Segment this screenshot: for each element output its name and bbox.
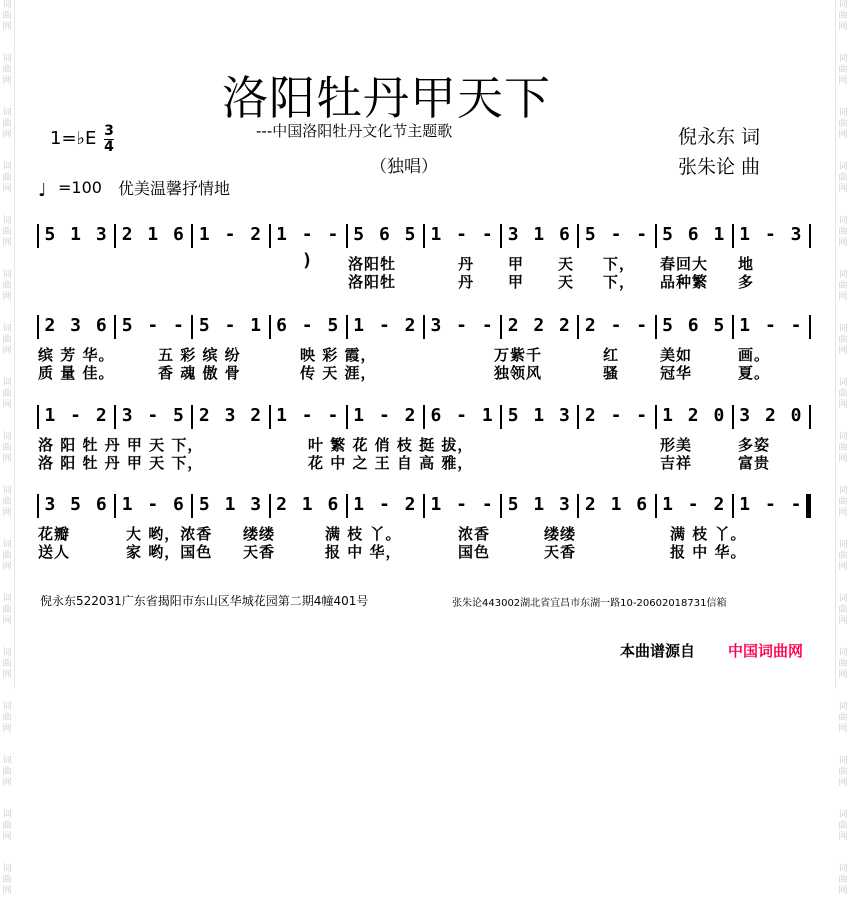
- lyric-syllable: 红: [603, 346, 620, 364]
- lyric-syllable: 多: [738, 273, 755, 291]
- watermark-text: 词 曲 网: [838, 864, 848, 896]
- lyric-syllable: 品种繁: [660, 273, 709, 291]
- lyric-syllable: 天香: [544, 543, 577, 561]
- time-signature-bottom: 4: [104, 139, 114, 155]
- lyric-syllable: 夏。: [738, 364, 771, 382]
- time-signature: [104, 124, 114, 155]
- lyric-syllable: 洛阳牡: [348, 273, 397, 291]
- measure: 6 - 5: [276, 315, 341, 336]
- watermark-text: 词 曲 网: [838, 54, 848, 86]
- lyric-syllable: 缕缕: [544, 525, 577, 543]
- measure: 1 2 0: [662, 405, 727, 426]
- measure: 1 - 2: [198, 224, 264, 245]
- lyric-syllable: 浓香: [458, 525, 491, 543]
- watermark-text: 词 曲 网: [838, 540, 848, 572]
- measure: 3 5 6: [44, 494, 109, 515]
- measure: 3 1 6: [507, 224, 572, 245]
- watermark-text: 词 曲 网: [2, 864, 12, 896]
- lyric-syllable: 洛 阳 牡 丹 甲 天 下，: [38, 436, 204, 454]
- lyric-syllable: 花 中 之 王 自 高 雅，: [308, 454, 474, 472]
- lyric-syllable: 映 彩 霞，: [300, 346, 377, 364]
- lyric-syllable: 五 彩 缤 纷: [158, 346, 241, 364]
- watermark-text: 词 曲 网: [838, 378, 848, 410]
- lyric-syllable: 洛 阳 牡 丹 甲 天 下，: [38, 454, 204, 472]
- watermark-text: 词 曲 网: [2, 486, 12, 518]
- lyric-syllable: 家 哟，国色: [126, 543, 213, 561]
- song-subtitle: ---中国洛阳牡丹文化节主题歌: [256, 122, 453, 140]
- measure: 5 - -: [121, 315, 186, 336]
- watermark-text: 词 曲 网: [838, 216, 848, 248]
- expression-marking: 优美温馨抒情地: [118, 179, 231, 198]
- lyricist-credit: 倪永东 词: [678, 126, 761, 148]
- lyric-syllable: 春回大: [660, 255, 709, 273]
- measure: 1 - 2: [662, 494, 727, 515]
- lyric-syllable: 质 量 佳。: [38, 364, 115, 382]
- lyric-syllable: 天: [558, 273, 575, 291]
- measure: 5 6 5: [662, 315, 727, 336]
- measure: 3 - -: [430, 315, 495, 336]
- measure: 1 - -: [739, 494, 804, 515]
- lyric-syllable: 大 哟，浓香: [126, 525, 213, 543]
- measure: 6 - 1: [430, 405, 495, 426]
- measure: 1 - - ): [276, 224, 341, 271]
- measure: 1 - -: [739, 315, 804, 336]
- measure: 2 3 6: [44, 315, 109, 336]
- watermark-text: 词 曲 网: [2, 432, 12, 464]
- lyric-syllable: 独领风: [494, 364, 543, 382]
- lyric-syllable: 缤 芳 华。: [38, 346, 115, 364]
- lyric-syllable: 画。: [738, 346, 771, 364]
- watermark-text: 词 曲 网: [838, 486, 848, 518]
- measure: 5 1 3: [198, 494, 264, 515]
- lyric-syllable: 天: [558, 255, 575, 273]
- measure: 2 1 6: [121, 224, 186, 245]
- measure: 5 6 5: [353, 224, 418, 245]
- measure: 1 - -: [430, 494, 495, 515]
- measure: 2 - -: [584, 405, 650, 426]
- lyric-syllable: 传 天 涯，: [300, 364, 377, 382]
- score-system: [38, 492, 810, 518]
- lyric-syllable: 洛阳牡: [348, 255, 397, 273]
- measure: 1 - -: [276, 405, 341, 426]
- watermark-text: 词 曲 网: [2, 270, 12, 302]
- lyric-syllable: 报 中 华。: [670, 543, 747, 561]
- lyric-syllable: 国色: [458, 543, 491, 561]
- lyric-syllable: 富贵: [738, 454, 771, 472]
- lyric-syllable: 美如: [660, 346, 693, 364]
- measure: 5 6 1: [662, 224, 727, 245]
- measure: 3 2 0: [739, 405, 804, 426]
- watermark-text: 词 曲 网: [2, 702, 12, 734]
- watermark-text: 词 曲 网: [2, 540, 12, 572]
- watermark-text: 词 曲 网: [2, 594, 12, 626]
- lyric-syllable: 天香: [243, 543, 276, 561]
- watermark-text: 词 曲 网: [838, 648, 848, 680]
- measure: 1 - 2: [353, 315, 418, 336]
- lyricist-address: 倪永东522031广东省揭阳市东山区华城花园第二期4幢401号: [40, 594, 369, 608]
- lyric-syllable: 多姿: [738, 436, 771, 454]
- lyric-syllable: 形美: [660, 436, 693, 454]
- measure: 5 - -: [584, 224, 650, 245]
- watermark-text: 词 曲 网: [2, 162, 12, 194]
- watermark-text: 词 曲 网: [2, 324, 12, 356]
- watermark-text: 词 曲 网: [838, 432, 848, 464]
- lyric-syllable: 报 中 华，: [325, 543, 402, 561]
- composer-address: 张朱论443002湖北省宜昌市东湖一路10-20602018731信箱: [452, 598, 727, 609]
- watermark-text: 词 曲 网: [838, 162, 848, 194]
- watermark-text: 词 曲 网: [838, 270, 848, 302]
- measure: 5 1 3: [507, 494, 572, 515]
- lyric-syllable: 缕缕: [243, 525, 276, 543]
- measure: 1 - 2: [44, 405, 109, 426]
- lyric-syllable: 香 魂 傲 骨: [158, 364, 241, 382]
- score-system: [38, 403, 810, 429]
- song-title: 洛阳牡丹甲天下: [222, 71, 551, 125]
- time-signature-top: 3: [104, 123, 114, 139]
- composer-credit: 张朱论 曲: [678, 156, 761, 178]
- watermark-text: 词 曲 网: [838, 702, 848, 734]
- watermark-text: 词 曲 网: [838, 324, 848, 356]
- lyric-syllable: 吉祥: [660, 454, 693, 472]
- measure: 2 3 2: [198, 405, 264, 426]
- watermark-text: 词 曲 网: [2, 756, 12, 788]
- measure: 1 - 6: [121, 494, 186, 515]
- source-label: 本曲谱源自: [620, 642, 696, 660]
- performance-note: （独唱）: [370, 157, 438, 177]
- watermark-strip-left: [0, 0, 15, 896]
- measure: 5 1 3: [507, 405, 572, 426]
- lyric-syllable: 冠华: [660, 364, 693, 382]
- tempo-value: =100: [58, 178, 102, 197]
- measure: 5 1 3: [44, 224, 109, 245]
- watermark-text: 词 曲 网: [838, 756, 848, 788]
- watermark-strip-right: [835, 0, 850, 896]
- watermark-text: 词 曲 网: [2, 108, 12, 140]
- watermark-text: 词 曲 网: [838, 108, 848, 140]
- lyric-syllable: 下，: [603, 255, 636, 273]
- measure: 2 2 2: [507, 315, 572, 336]
- lyric-syllable: 叶 繁 花 俏 枝 挺 拔，: [308, 436, 474, 454]
- lyric-syllable: 送人: [38, 543, 71, 561]
- key-signature: 1=♭E: [50, 128, 97, 149]
- lyric-syllable: 满 枝 丫。: [325, 525, 402, 543]
- watermark-text: 词 曲 网: [2, 648, 12, 680]
- measure: 1 - 3: [739, 224, 804, 245]
- lyric-syllable: 万紫千: [494, 346, 543, 364]
- watermark-text: 词 曲 网: [2, 810, 12, 842]
- quarter-note-icon: ♩: [38, 180, 47, 201]
- lyric-syllable: 丹: [458, 255, 475, 273]
- lyric-syllable: 花瓣: [38, 525, 71, 543]
- watermark-text: 词 曲 网: [838, 594, 848, 626]
- source-site-link[interactable]: 中国词曲网: [728, 642, 804, 660]
- watermark-text: 词 曲 网: [2, 216, 12, 248]
- lyric-syllable: 下，: [603, 273, 636, 291]
- watermark-text: 词 曲 网: [2, 54, 12, 86]
- watermark-text: 词 曲 网: [838, 810, 848, 842]
- watermark-text: 词 曲 网: [838, 0, 848, 32]
- lyric-syllable: 地: [738, 255, 755, 273]
- lyric-syllable: 甲: [508, 255, 525, 273]
- watermark-text: 词 曲 网: [2, 0, 12, 32]
- measure: 3 - 5: [121, 405, 186, 426]
- measure: 2 1 6: [276, 494, 341, 515]
- measure: 1 - 2: [353, 405, 418, 426]
- lyric-syllable: 甲: [508, 273, 525, 291]
- score-system: [38, 313, 810, 339]
- measure: 5 - 1: [198, 315, 264, 336]
- measure: 2 - -: [584, 315, 650, 336]
- lyric-syllable: 骚: [603, 364, 620, 382]
- lyric-syllable: 满 枝 丫。: [670, 525, 747, 543]
- measure: 2 1 6: [584, 494, 650, 515]
- lyric-syllable: 丹: [458, 273, 475, 291]
- measure: 1 - 2: [353, 494, 418, 515]
- measure: 1 - -: [430, 224, 495, 245]
- watermark-text: 词 曲 网: [2, 378, 12, 410]
